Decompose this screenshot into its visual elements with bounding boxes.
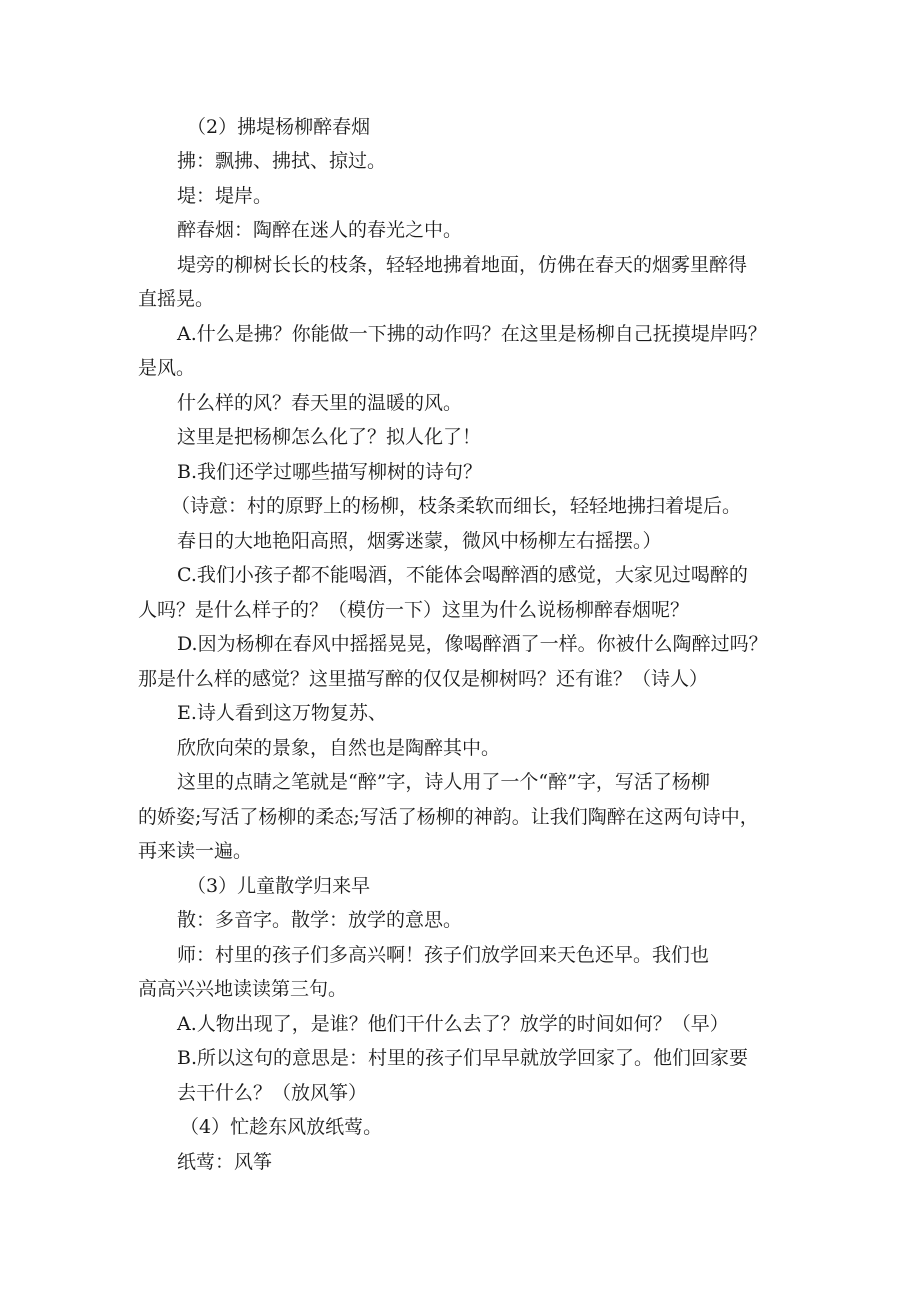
text-line: 散：多音字。散学：放学的意思。 [177,909,463,931]
text-line: D.因为杨柳在春风中摇摇晃晃，像喝醉酒了一样。你被什么陶醉过吗？ [177,633,768,655]
text-line: 纸莺：风筝 [177,1151,273,1173]
text-line: 人吗？是什么样子的？（模仿一下）这里为什么说杨柳醉春烟呢？ [138,599,690,621]
text-line: A.什么是拂？你能做一下拂的动作吗？在这里是杨柳自己抚摸堤岸吗？ [177,323,767,345]
text-line: 醉春烟：陶醉在迷人的春光之中。 [177,219,463,241]
text-line: 什么样的风？春天里的温暖的风。 [177,392,463,414]
text-line: B.所以这句的意思是：村里的孩子们早早就放学回家了。他们回家要 [177,1047,749,1069]
text-line: （诗意：村的原野上的杨柳，枝条柔软而细长，轻轻地拂扫着堤后。 [171,495,742,517]
text-line: 这里的点睛之笔就是“醉”字，诗人用了一个“醉”字，写活了杨柳 [177,771,710,793]
text-line: 再来读一遍。 [138,840,253,862]
heading-line: （2）拂堤杨柳醉春烟 [187,116,371,138]
text-line: 师：村里的孩子们多高兴啊！孩子们放学回来天色还早。我们也 [177,944,710,966]
text-line: E.诗人看到这万物复苏、 [177,702,387,724]
text-line: 拂：飘拂、拂拭、掠过。 [177,150,387,172]
heading-line: （3）儿童散学归来早 [187,875,371,897]
text-line: 是风。 [138,357,196,379]
text-line: B.我们还学过哪些描写柳树的诗句？ [177,461,483,483]
text-line: 堤旁的柳树长长的枝条，轻轻地拂着地面，仿佛在春天的烟雾里醉得 [177,254,748,276]
text-line: 春日的大地艳阳高照，烟雾迷蒙，微风中杨柳左右摇摆。） [177,530,662,552]
text-line: C.我们小孩子都不能喝酒，不能体会喝醉酒的感觉，大家见过喝醉的 [177,564,748,586]
text-line: 那是什么样的感觉？这里描写醉的仅仅是柳树吗？还有谁？（诗人） [138,668,709,690]
text-line: 直摇晃。 [138,288,215,310]
text-line: 的娇姿;写活了杨柳的柔态;写活了杨柳的神韵。让我们陶醉在这两句诗中， [138,806,759,828]
heading-line: （4）忙趁东风放纸莺。 [180,1116,383,1138]
text-line: A.人物出现了，是谁？他们干什么去了？放学的时间如何？（早） [177,1013,729,1035]
text-line: 去干什么？（放风筝） [177,1082,368,1104]
text-line: 堤：堤岸。 [177,185,273,207]
text-line: 欣欣向荣的景象，自然也是陶醉其中。 [177,737,501,759]
text-line: 这里是把杨柳怎么化了？拟人化了！ [177,426,482,448]
text-line: 高高兴兴地读读第三句。 [138,978,348,1000]
